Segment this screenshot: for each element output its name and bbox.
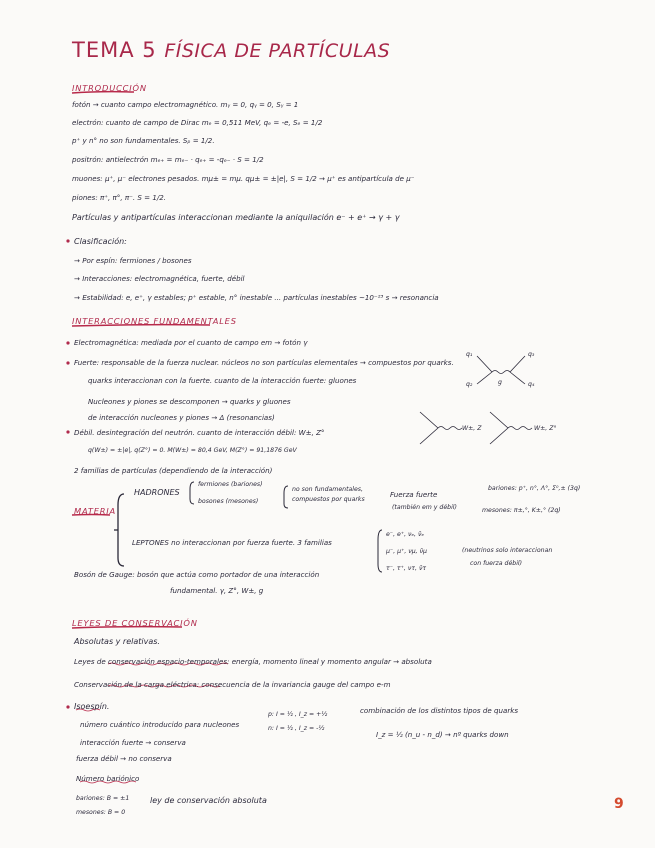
section-heading-interactions: INTERACCIONES FUNDAMENTALES bbox=[72, 316, 237, 326]
materia-fam1: e⁻, e⁺, νₑ, ν̄ₑ bbox=[386, 531, 425, 538]
materia-bariones: bariones: p⁺, n°, Λ°, Σ⁰,± (3q) bbox=[488, 485, 581, 492]
isospin-combo: combinación de los distintos tipos de quarks bbox=[360, 706, 519, 715]
materia-neutrinos-2: con fuerza débil) bbox=[470, 560, 523, 567]
inter-line: 2 familias de partículas (dependiendo de la interacción) bbox=[74, 466, 273, 475]
diagram-label-g: g bbox=[498, 379, 502, 386]
materia-bosones: bosones (mesones) bbox=[198, 498, 259, 505]
cons-line: Conservación de la carga eléctrica: consecuencia de la invariancia gauge del campo e-m bbox=[74, 680, 391, 689]
materia-gauge-1: Bosón de Gauge: bosón que actúa como portador de una interacción bbox=[74, 570, 320, 579]
title-sub: FÍSICA DE PARTÍCULAS bbox=[164, 40, 391, 62]
intro-line: piones: π⁺, π°, π⁻. S = 1/2. bbox=[72, 193, 167, 202]
intro-line: → Por espín: fermiones / bosones bbox=[74, 256, 192, 265]
page-number: 9 bbox=[614, 796, 624, 812]
title-main: TEMA 5 bbox=[72, 38, 157, 62]
materia-compuestos: compuestos por quarks bbox=[292, 496, 365, 503]
inter-line: Débil. desintegración del neutrón. cuanto de interacción débil: W±, Z° bbox=[74, 428, 325, 437]
materia-neutrinos-1: (neutrinos solo interaccionan bbox=[462, 547, 553, 554]
materia-fam3: τ⁻, τ⁺, ντ, ν̄τ bbox=[386, 565, 427, 572]
materia-tambien: (también em y débil) bbox=[392, 504, 457, 511]
intro-line: fotón → cuanto campo electromagnético. mᵧ = 0, qᵧ = 0, Sᵧ = 1 bbox=[72, 100, 299, 109]
materia-hadrones: HADRONES bbox=[134, 488, 180, 497]
materia-brace bbox=[118, 494, 124, 566]
cons-line: mesones: B = 0 bbox=[76, 809, 126, 816]
diagram-label-q4: q₄ bbox=[528, 381, 535, 388]
intro-line: p⁺ y n° no son fundamentales. Sₚ = 1/2. bbox=[72, 136, 215, 145]
section-heading-intro: INTRODUCCIÓN bbox=[72, 83, 147, 93]
cons-line: interacción fuerte → conserva bbox=[80, 738, 186, 747]
isospin-formula: I_z = ½ (n_u - n_d) → nº quarks down bbox=[376, 730, 509, 739]
isospin-n: n: I = ½ , I_z = -½ bbox=[268, 725, 325, 732]
cons-line: fuerza débil → no conserva bbox=[76, 754, 172, 763]
inter-line: Fuerte: responsable de la fuerza nuclear. núcleos no son partículas elementales → compuestos por quarks. bbox=[74, 358, 454, 367]
materia-leptones: LEPTONES no interaccionan por fuerza fuerte. 3 familias bbox=[132, 538, 332, 547]
inter-line: q(W±) = ±|e|, q(Z°) = 0. M(W±) = 80,4 GeV, M(Z°) = 91,1876 GeV bbox=[88, 447, 297, 454]
materia-fam2: μ⁻, μ⁺, νμ, ν̄μ bbox=[386, 548, 427, 555]
materia-fermiones: fermiones (bariones) bbox=[198, 481, 263, 488]
cons-line: bariones: B = ±1 bbox=[76, 795, 130, 802]
cons-line: Absolutas y relativas. bbox=[74, 637, 160, 646]
intro-line: → Estabilidad: e, e⁺, γ estables; p⁺ estable, n° inestable ... partículas inestables ~10⁻²³ s → resonancia bbox=[74, 293, 439, 302]
section-heading-materia: MATERIA bbox=[74, 506, 117, 516]
page-title bbox=[72, 38, 390, 62]
inter-line: de interacción nucleones y piones → Δ (resonancias) bbox=[88, 413, 275, 422]
diagram-label-q3: q₃ bbox=[528, 351, 535, 358]
materia-no-fund: no son fundamentales, bbox=[292, 486, 364, 493]
cons-line: ley de conservación absoluta bbox=[150, 796, 267, 805]
cons-line: Leyes de conservación espacio-temporales: energía, momento lineal y momento angular → absoluta bbox=[74, 657, 432, 666]
intro-line: Partículas y antipartículas interaccionan mediante la aniquilación e⁻ + e⁺ → γ + γ bbox=[72, 213, 400, 222]
diagram-label-w1: W±, Z bbox=[462, 425, 482, 432]
intro-line: muones: μ⁺, μ⁻ electrones pesados. mμ± = mμ. qμ± = ±|e|, S = 1/2 → μ⁺ es antipartícula de μ⁻ bbox=[72, 174, 415, 183]
intro-line: positrón: antielectrón mₑ₊ = mₑ₋ · qₑ₊ = -qₑ₋ · S = 1/2 bbox=[72, 155, 264, 164]
materia-mesones: mesones: π±,°, K±,° (2q) bbox=[482, 507, 561, 514]
materia-fuerza-fuerte: Fuerza fuerte bbox=[390, 490, 438, 499]
diagram-label-q1: q₁ bbox=[466, 351, 473, 358]
cons-line: Número bariónico bbox=[76, 774, 140, 783]
cons-line: Isoespín. bbox=[74, 702, 110, 711]
inter-line: Electromagnética: mediada por el cuanto de campo em → fotón γ bbox=[74, 338, 308, 347]
diagram-label-q2: q₂ bbox=[466, 381, 473, 388]
diagram-label-w2: W±, Z° bbox=[534, 425, 557, 432]
section-heading-conservation: LEYES DE CONSERVACIÓN bbox=[72, 618, 198, 628]
materia-gauge-2: fundamental. γ, Z°, W±, g bbox=[170, 586, 264, 595]
inter-line: quarks interaccionan con la fuerte. cuanto de la interacción fuerte: gluones bbox=[88, 376, 357, 385]
intro-line: electrón: cuanto de campo de Dirac mₑ = 0,511 MeV, qₑ = -e, Sₑ = 1/2 bbox=[72, 118, 323, 127]
isospin-p: p: I = ½ , I_z = +½ bbox=[268, 711, 328, 718]
intro-line: Clasificación: bbox=[74, 237, 127, 246]
cons-line: número cuántico introducido para nucleones bbox=[80, 720, 240, 729]
inter-line: Nucleones y piones se descomponen → quarks y gluones bbox=[88, 397, 291, 406]
intro-line: → Interacciones: electromagnética, fuerte, débil bbox=[74, 274, 245, 283]
